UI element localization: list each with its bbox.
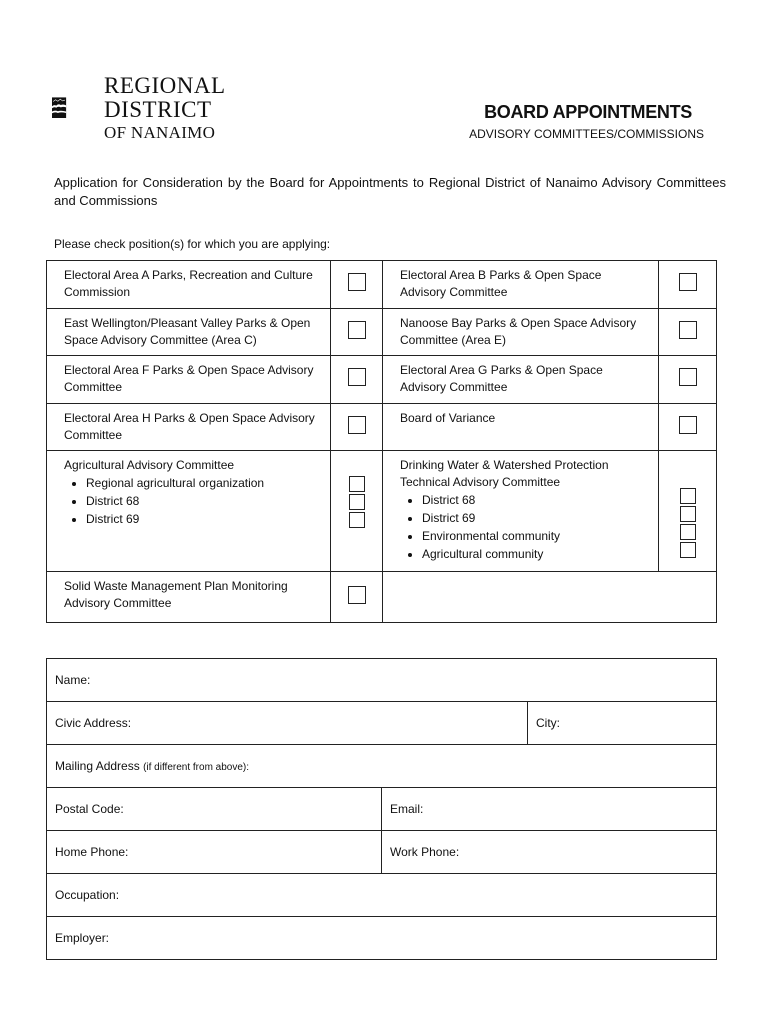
position-checkbox[interactable] — [348, 273, 366, 291]
civic-address-field[interactable] — [47, 702, 528, 745]
position-checkbox[interactable] — [679, 416, 697, 434]
position-sub-item: • District 68 — [86, 492, 320, 510]
position-checkbox[interactable] — [349, 476, 365, 492]
mailing-address-field[interactable] — [47, 745, 717, 788]
position-checkbox[interactable] — [680, 506, 696, 522]
position-group-drinking-water — [383, 451, 659, 572]
position-sub-item: • District 69 — [86, 510, 320, 528]
position-checkbox[interactable] — [348, 586, 366, 604]
position-label: Electoral Area H Parks & Open Space Advisory Committee — [47, 404, 331, 451]
intro-paragraph: Application for Consideration by the Board for Appointments to Regional District of Nanaimo Advisory Committees and Commissions — [54, 175, 726, 208]
position-label: East Wellington/Pleasant Valley Parks & Open Space Advisory Committee (Area C) — [47, 309, 331, 356]
position-label: Nanoose Bay Parks & Open Space Advisory Committee (Area E) — [383, 309, 659, 356]
rdn-logo-emblem — [52, 73, 102, 143]
position-sub-item: • District 69 — [422, 509, 648, 527]
positions-table — [46, 260, 717, 623]
position-label: Electoral Area G Parks & Open Space Advisory Committee — [383, 356, 659, 404]
employer-field[interactable] — [47, 917, 717, 960]
mailing-address-note: (if different from above): — [143, 762, 250, 773]
mailing-address-label: Mailing Address — [55, 759, 140, 773]
name-label: Name: — [55, 673, 91, 687]
postal-code-label: Postal Code: — [55, 802, 124, 816]
occupation-label: Occupation: — [55, 888, 120, 902]
email-field[interactable] — [382, 788, 717, 831]
logo-text-line1: REGIONAL — [104, 73, 226, 98]
city-field[interactable] — [528, 702, 717, 745]
position-label: Solid Waste Management Plan Monitoring Advisory Committee — [47, 572, 331, 623]
home-phone-label: Home Phone: — [55, 845, 129, 859]
position-label: Board of Variance — [383, 404, 659, 451]
position-label: Electoral Area A Parks, Recreation and Culture Commission — [47, 261, 331, 309]
occupation-field[interactable] — [47, 874, 717, 917]
position-checkbox[interactable] — [349, 494, 365, 510]
email-label: Email: — [390, 802, 424, 816]
employer-label: Employer: — [55, 931, 110, 945]
applicant-form-table — [46, 658, 717, 960]
position-sub-item: • Regional agricultural organization — [86, 474, 320, 492]
position-sub-item: • District 68 — [422, 491, 648, 509]
home-phone-field[interactable] — [47, 831, 382, 874]
instruction-text: Please check position(s) for which you are applying: — [54, 237, 331, 251]
position-checkbox[interactable] — [680, 488, 696, 504]
position-sub-item: • Environmental community — [422, 527, 648, 545]
position-checkbox[interactable] — [680, 524, 696, 540]
position-group-title: Agricultural Advisory Committee — [64, 458, 235, 472]
work-phone-field[interactable] — [382, 831, 717, 874]
position-label: Electoral Area B Parks & Open Space Advisory Committee — [383, 261, 659, 309]
page-title: BOARD APPOINTMENTS — [484, 102, 692, 122]
logo-text-line3: OF NANAIMO — [104, 123, 216, 142]
civic-address-label: Civic Address: — [55, 716, 132, 730]
position-checkbox[interactable] — [349, 512, 365, 528]
work-phone-label: Work Phone: — [390, 845, 460, 859]
position-group-agricultural — [47, 451, 331, 572]
page-subtitle: ADVISORY COMMITTEES/COMMISSIONS — [469, 127, 704, 141]
position-checkbox[interactable] — [348, 416, 366, 434]
position-checkbox[interactable] — [348, 368, 366, 386]
empty-cell — [383, 572, 717, 623]
position-checkbox[interactable] — [348, 321, 366, 339]
position-checkbox[interactable] — [679, 321, 697, 339]
name-field[interactable] — [47, 659, 717, 702]
position-checkbox[interactable] — [680, 542, 696, 558]
position-group-title: Drinking Water & Watershed Protection Technical Advisory Committee — [400, 458, 609, 489]
postal-code-field[interactable] — [47, 788, 382, 831]
logo-text-line2: DISTRICT — [104, 97, 212, 122]
city-label: City: — [536, 716, 560, 730]
position-sub-item: • Agricultural community — [422, 545, 648, 563]
position-checkbox[interactable] — [679, 273, 697, 291]
position-label: Electoral Area F Parks & Open Space Advisory Committee — [47, 356, 331, 404]
position-checkbox[interactable] — [679, 368, 697, 386]
